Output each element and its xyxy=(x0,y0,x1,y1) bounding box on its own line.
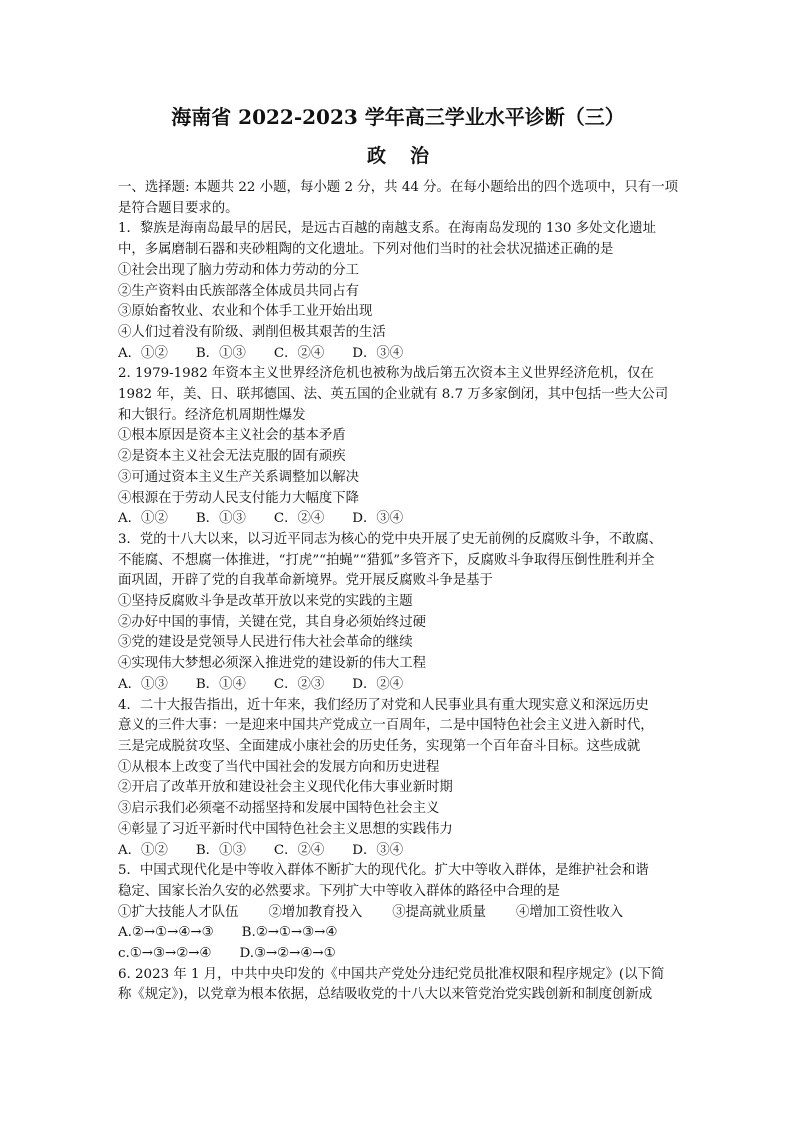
answer-options xyxy=(118,944,678,965)
option-b: B.②→①→③→④ xyxy=(241,925,338,941)
statement-item: ①社会出现了脑力劳动和体力劳动的分工 xyxy=(118,262,360,278)
option-c: C．②③ xyxy=(273,676,325,692)
question-stem-line: 3．党的十八大以来，以习近平同志为核心的党中央开展了史无前例的反腐败斗争，不敢腐、 xyxy=(118,531,663,547)
answer-options xyxy=(118,841,678,862)
question-stem-line: 三是完成脱贫攻坚、全面建成小康社会的历史任务，实现第一个百年奋斗目标。这些成就 xyxy=(118,738,641,754)
exam-page xyxy=(118,98,678,1006)
option-a: A．①② xyxy=(118,345,168,361)
option-b: B．①③ xyxy=(195,511,246,527)
option-c: C．②④ xyxy=(273,511,325,527)
option-d: D.③→②→④→① xyxy=(239,946,336,962)
option-c: C．②④ xyxy=(273,842,325,858)
question-2 xyxy=(118,364,678,530)
question-5 xyxy=(118,861,678,965)
question-stem-line: 稳定、国家长治久安的必然要求。下列扩大中等收入群体的路径中合理的是 xyxy=(118,883,560,899)
question-stem-line: 4．二十大报告指出，近十年来，我们经历了对党和人民事业具有重大现实意义和深远历史 xyxy=(118,697,649,713)
option-d: D．③④ xyxy=(352,511,404,527)
question-stem-line: 2. 1979-1982 年资本主义世界经济危机也被称为战后第五次资本主义世界经济危机，仅在 xyxy=(118,366,654,382)
statement-item: ③启示我们必须毫不动摇坚持和发展中国特色社会主义 xyxy=(118,801,440,817)
exam-title: 海南省 2022-2023 学年高三学业水平诊断（三） xyxy=(171,105,625,129)
answer-options xyxy=(118,675,678,696)
question-stem-line: 5．中国式现代化是中等收入群体不断扩大的现代化。扩大中等收入群体，是维护社会和谐 xyxy=(118,863,649,879)
option-a: A．①② xyxy=(118,842,168,858)
option-d: D．③④ xyxy=(352,345,404,361)
question-6 xyxy=(118,965,678,1006)
question-stem-line: 称《规定》)，以党章为根本依据，总结吸收党的十八大以来管党治党实践创新和制度创新成 xyxy=(118,987,653,1003)
statement-item: ③可通过资本主义生产关系调整加以解决 xyxy=(118,469,360,485)
statement-item: ①从根本上改变了当代中国社会的发展方向和历史进程 xyxy=(118,759,440,775)
option-b: B．①③ xyxy=(195,842,246,858)
answer-options xyxy=(118,344,678,365)
statement-item: ③提高就业质量 xyxy=(392,904,486,920)
statement-item: ②是资本主义社会无法克服的固有顽疾 xyxy=(118,449,346,465)
question-stem-line: 1．黎族是海南岛最早的居民，是远古百越的南越支系。在海南岛发现的 130 多处文化遗址 xyxy=(118,221,657,237)
statement-item: ③党的建设是党领导人民进行伟大社会革命的继续 xyxy=(118,635,413,651)
statement-item: ②办好中国的事情，关键在党，其自身必须始终过硬 xyxy=(118,614,426,630)
statement-item: ②增加教育投入 xyxy=(268,904,363,920)
section-intro: 一、选择题: 本题共 22 小题，每小题 2 分，共 44 分。在每小题给出的四个选项中，只有一项是符合题目要求的。 xyxy=(118,180,678,216)
statement-item: ④人们过着没有阶级、剥削但极其艰苦的生活 xyxy=(118,324,386,340)
option-a: A．①③ xyxy=(118,676,168,692)
question-stem-line: 6. 2023 年 1 月，中共中央印发的《中国共产党处分违纪党员批准权限和程序规定》(以下简 xyxy=(118,966,665,982)
statement-item: ②开启了改革开放和建设社会主义现代化伟大事业新时期 xyxy=(118,780,453,796)
option-c: c.①→③→②→④ xyxy=(118,946,212,962)
option-b: B．①③ xyxy=(195,345,246,361)
option-a: A．①② xyxy=(118,511,168,527)
answer-options xyxy=(118,923,678,944)
option-d: D．②④ xyxy=(352,676,404,692)
question-stem-line: 不能腐、不想腐一体推进，“打虎”“拍蝇”“猎狐”多管齐下，反腐败斗争取得压倒性胜利并全 xyxy=(118,552,655,568)
option-d: D．③④ xyxy=(352,842,404,858)
statement-items-row xyxy=(118,903,678,924)
statement-item: ④实现伟大梦想必须深入推进党的建设新的伟大工程 xyxy=(118,656,426,672)
subject-heading: 政治 xyxy=(366,145,453,167)
option-b: B．①④ xyxy=(195,676,246,692)
question-stem-line: 面巩固，开辟了党的自我革命新境界。党开展反腐败斗争是基于 xyxy=(118,573,493,589)
statement-item: ②生产资料由氏族部落全体成员共同占有 xyxy=(118,283,360,299)
question-1 xyxy=(118,219,678,364)
statement-item: ①坚持反腐败斗争是改革开放以来党的实践的主题 xyxy=(118,594,413,610)
question-stem-line: 和大银行。经济危机周期性爆发 xyxy=(118,407,306,423)
statement-item: ①根本原因是资本主义社会的基本矛盾 xyxy=(118,428,346,444)
statement-item: ④根源在于劳动人民支付能力大幅度下降 xyxy=(118,490,360,506)
statement-item: ①扩大技能人才队伍 xyxy=(118,904,239,920)
statement-item: ④增加工资性收入 xyxy=(515,904,624,920)
question-stem-line: 1982 年，美、日、联邦德国、法、英五国的企业就有 8.7 万多家倒闭，其中包括一些大公司 xyxy=(118,387,669,403)
option-a: A.②→①→④→③ xyxy=(118,925,214,941)
statement-item: ④彰显了习近平新时代中国特色社会主义思想的实践伟力 xyxy=(118,821,453,837)
statement-item: ③原始畜牧业、农业和个体手工业开始出现 xyxy=(118,304,373,320)
question-stem-line: 意义的三件大事：一是迎来中国共产党成立一百周年，二是中国特色社会主义进入新时代， xyxy=(118,718,654,734)
question-4 xyxy=(118,696,678,862)
question-3 xyxy=(118,530,678,696)
question-stem-line: 中，多属磨制石器和夹砂粗陶的文化遗址。下列对他们当时的社会状况描述正确的是 xyxy=(118,242,614,258)
option-c: C．②④ xyxy=(273,345,325,361)
answer-options xyxy=(118,509,678,530)
